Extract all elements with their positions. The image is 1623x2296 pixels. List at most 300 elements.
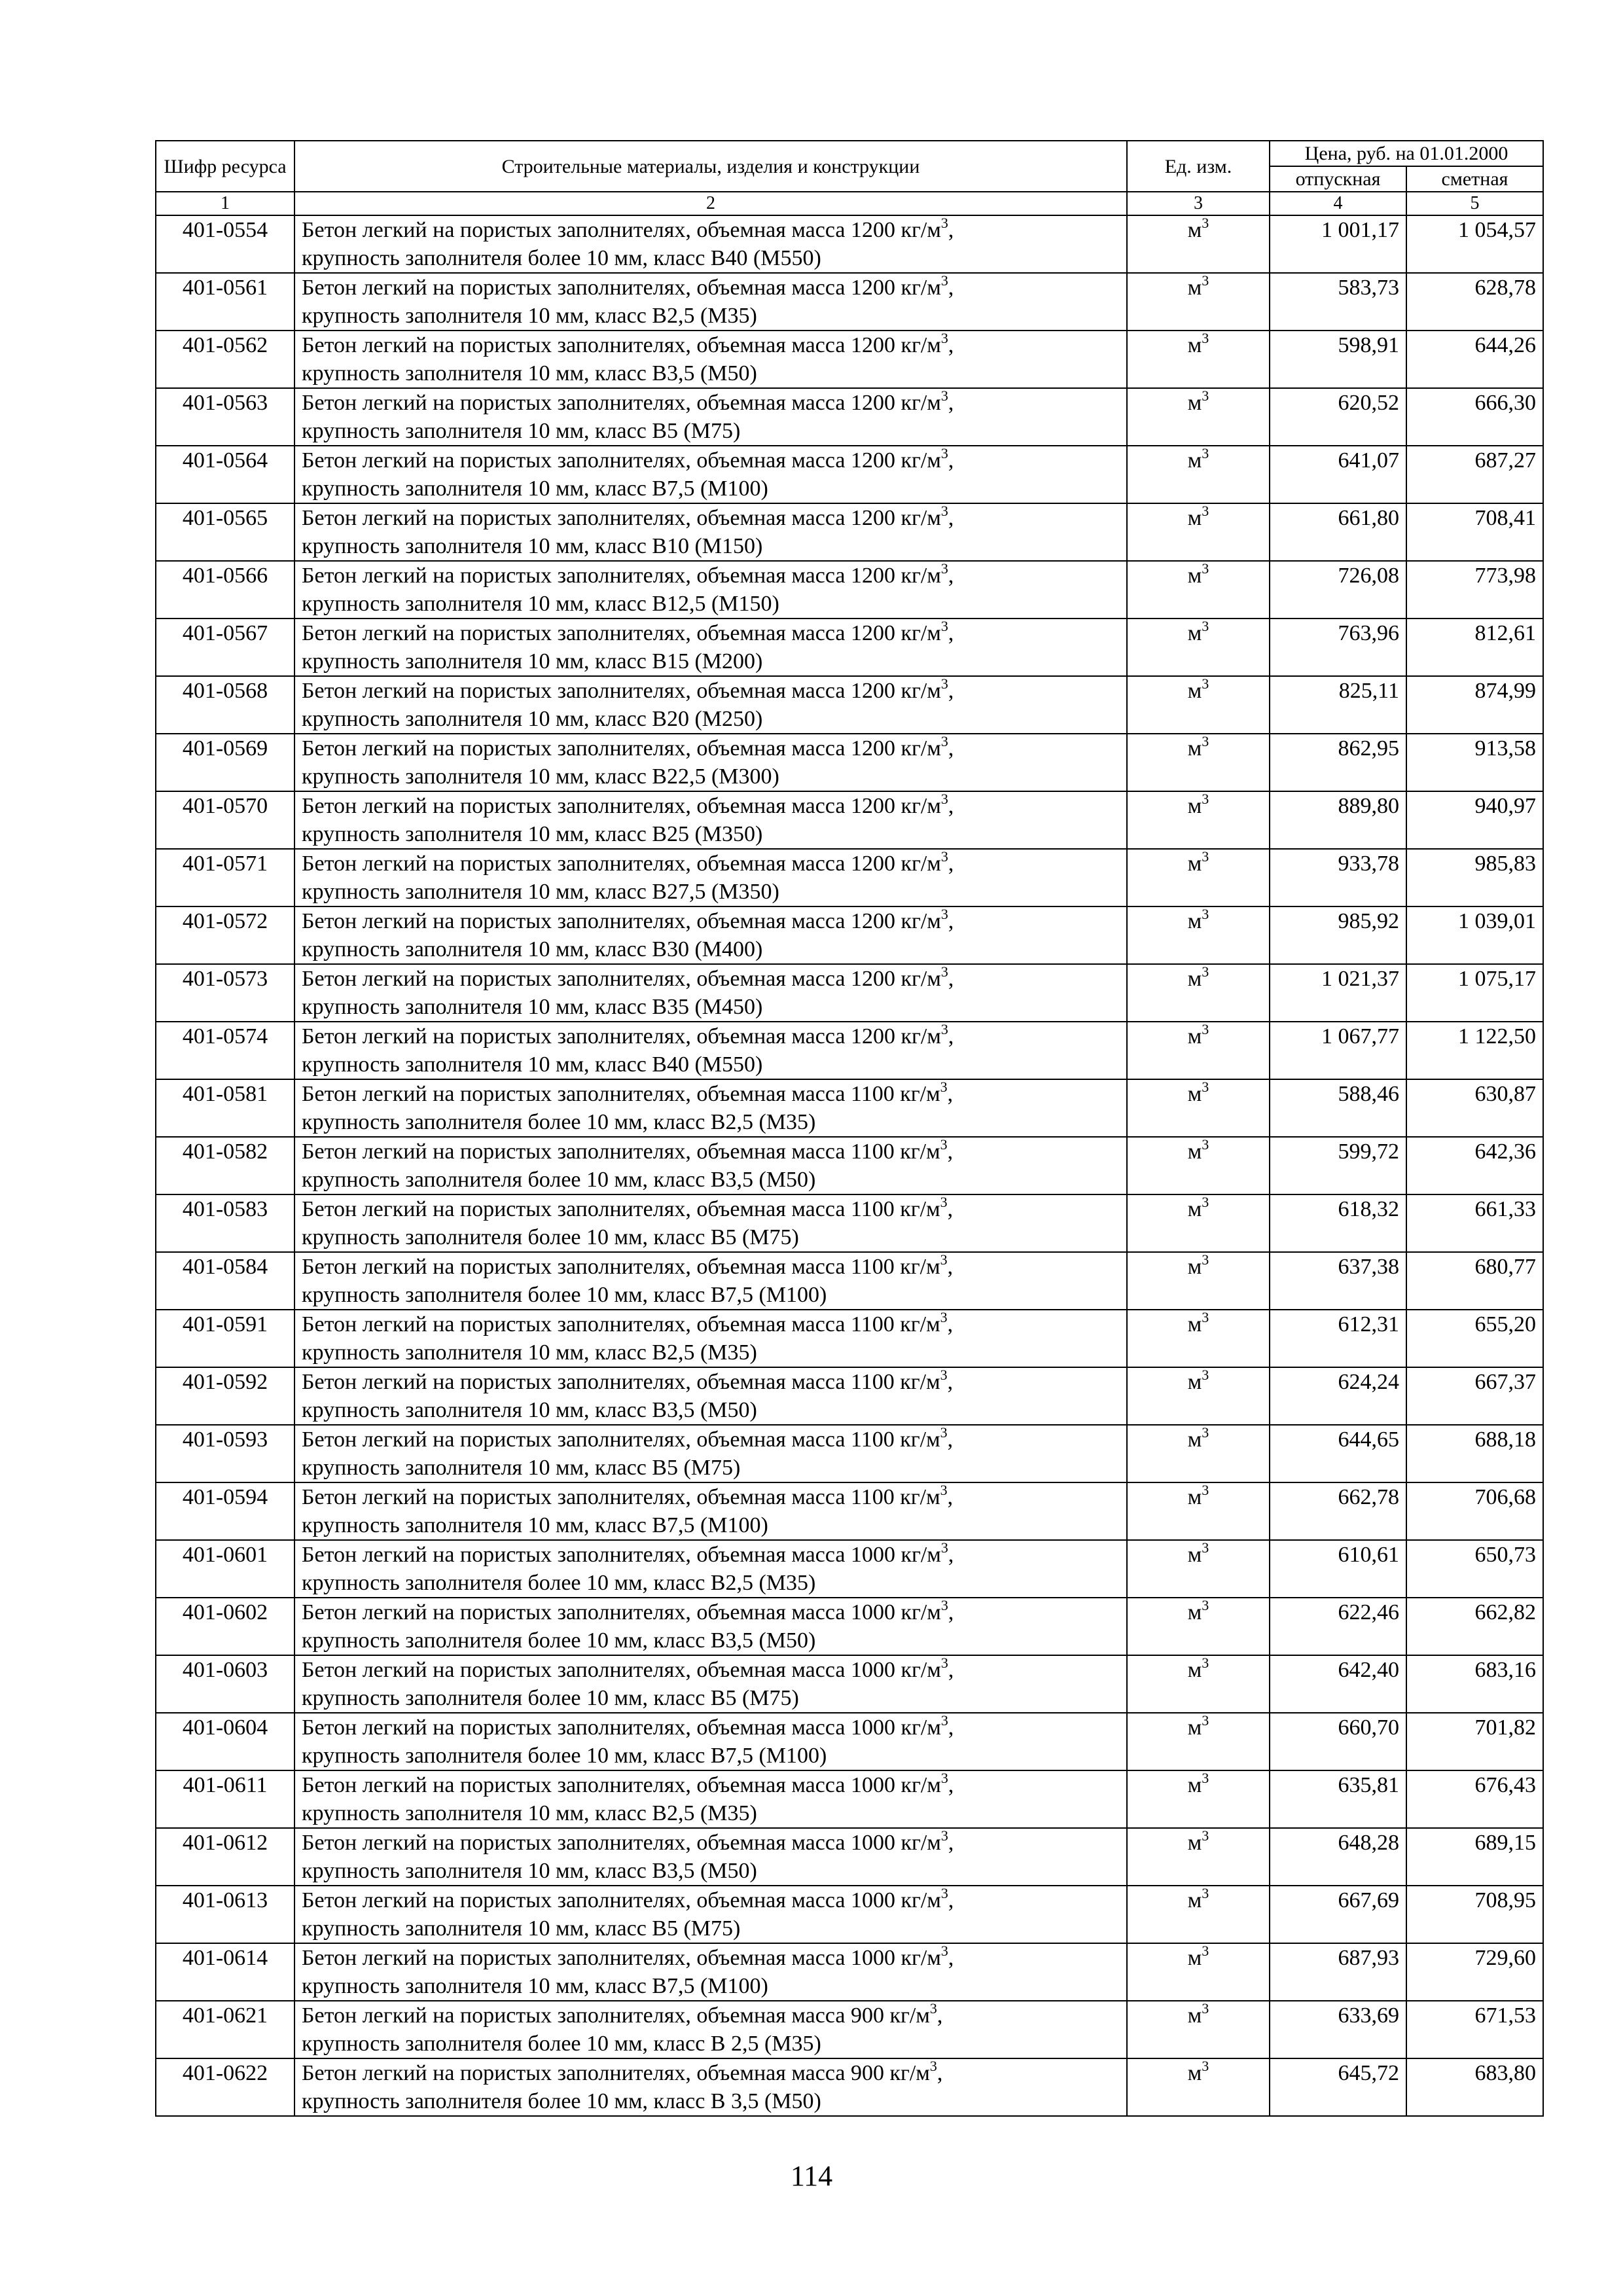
material-name-line1: Бетон легкий на пористых заполнителях, объемная масса 1200 кг/м: [302, 1024, 941, 1049]
table-row: [156, 1310, 1543, 1367]
superscript: 3: [940, 1251, 948, 1268]
superscript: 3: [1202, 445, 1209, 461]
table-row: [156, 1425, 1543, 1482]
estimate-price: 689,15: [1406, 1828, 1543, 1886]
unit-of-measure: [1127, 619, 1270, 676]
material-name-line1: Бетон легкий на пористых заполнителях, объемная масса 1100 кг/м: [302, 1485, 940, 1509]
release-price: 985,92: [1270, 906, 1406, 964]
table-row: [156, 1598, 1543, 1655]
unit-text: м: [1187, 333, 1202, 357]
superscript: 3: [1202, 2000, 1209, 2017]
release-price: 610,61: [1270, 1540, 1406, 1598]
superscript: 3: [1202, 906, 1209, 922]
material-name: [294, 964, 1127, 1022]
table-row: [156, 1194, 1543, 1252]
line1-suffix: ,: [948, 1946, 954, 1970]
material-name: [294, 1540, 1127, 1598]
estimate-price: 671,53: [1406, 2001, 1543, 2058]
unit-of-measure: [1127, 1367, 1270, 1425]
estimate-price: 676,43: [1406, 1770, 1543, 1828]
unit-of-measure: [1127, 1194, 1270, 1252]
estimate-price: 1 122,50: [1406, 1022, 1543, 1079]
superscript: 3: [1202, 733, 1209, 749]
line1-suffix: ,: [947, 1370, 954, 1394]
unit-text: м: [1187, 1427, 1202, 1452]
table-body: [156, 215, 1543, 2116]
superscript: 3: [1202, 1597, 1209, 1613]
superscript: 3: [940, 1309, 948, 1325]
material-name-line1: Бетон легкий на пористых заполнителях, объемная масса 1000 кг/м: [302, 1715, 941, 1740]
unit-of-measure: [1127, 1425, 1270, 1482]
unit-text: м: [1187, 276, 1202, 300]
superscript: 3: [1202, 1251, 1209, 1268]
column-number: 2: [294, 192, 1127, 215]
resource-code: 401-0570: [156, 791, 294, 849]
release-price: 624,24: [1270, 1367, 1406, 1425]
table-row: [156, 446, 1543, 503]
release-price: 612,31: [1270, 1310, 1406, 1367]
price-sheet: [155, 140, 1543, 2117]
estimate-price: 644,26: [1406, 331, 1543, 388]
estimate-price: 661,33: [1406, 1194, 1543, 1252]
unit-text: м: [1187, 1658, 1202, 1682]
estimate-price: 708,41: [1406, 503, 1543, 561]
resource-code: 401-0564: [156, 446, 294, 503]
line1-suffix: ,: [948, 1888, 954, 1912]
material-name-line1: Бетон легкий на пористых заполнителях, объемная масса 1200 кг/м: [302, 736, 941, 761]
line1-suffix: ,: [947, 1312, 954, 1336]
material-name-line1: Бетон легкий на пористых заполнителях, объемная масса 1200 кг/м: [302, 909, 941, 933]
line1-suffix: ,: [948, 218, 954, 242]
unit-of-measure: [1127, 1252, 1270, 1310]
table-row: [156, 964, 1543, 1022]
material-name-line2: крупность заполнителя 10 мм, класс В3,5 (М50): [302, 361, 757, 386]
estimate-price: 1 075,17: [1406, 964, 1543, 1022]
resource-code: 401-0568: [156, 676, 294, 734]
table-row: [156, 791, 1543, 849]
material-name-line2: крупность заполнителя 10 мм, класс В7,5 (М100): [302, 1513, 768, 1537]
resource-code: 401-0572: [156, 906, 294, 964]
superscript: 3: [1202, 560, 1209, 577]
material-name: [294, 446, 1127, 503]
release-price: 620,52: [1270, 388, 1406, 446]
column-number: 3: [1127, 192, 1270, 215]
material-name-line2: крупность заполнителя 10 мм, класс В7,5 (М100): [302, 1974, 768, 1998]
table-row: [156, 1828, 1543, 1886]
estimate-price: 729,60: [1406, 1943, 1543, 2001]
table-row: [156, 734, 1543, 791]
line1-suffix: ,: [936, 2003, 943, 2028]
release-price: 825,11: [1270, 676, 1406, 734]
material-name-line2: крупность заполнителя более 10 мм, класс В40 (М550): [302, 246, 821, 270]
header-estimate-price: сметная: [1406, 166, 1543, 192]
resource-code: 401-0571: [156, 849, 294, 906]
line1-suffix: ,: [948, 1024, 954, 1049]
resource-code: 401-0563: [156, 388, 294, 446]
superscript: 3: [940, 1655, 948, 1671]
material-name-line1: Бетон легкий на пористых заполнителях, объемная масса 1100 кг/м: [302, 1255, 940, 1279]
estimate-price: 688,18: [1406, 1425, 1543, 1482]
table-row: [156, 1886, 1543, 1943]
superscript: 3: [940, 503, 948, 519]
estimate-price: 642,36: [1406, 1137, 1543, 1194]
unit-text: м: [1187, 1600, 1202, 1624]
material-name-line2: крупность заполнителя 10 мм, класс В20 (М250): [302, 707, 763, 731]
superscript: 3: [940, 963, 948, 980]
resource-code: 401-0573: [156, 964, 294, 1022]
material-name-line2: крупность заполнителя 10 мм, класс В3,5 (М50): [302, 1398, 757, 1422]
line1-suffix: ,: [948, 1600, 954, 1624]
estimate-price: 985,83: [1406, 849, 1543, 906]
superscript: 3: [940, 1943, 948, 1959]
material-name-line1: Бетон легкий на пористых заполнителях, объемная масса 1000 кг/м: [302, 1831, 941, 1855]
release-price: 660,70: [1270, 1713, 1406, 1770]
material-name-line1: Бетон легкий на пористых заполнителях, объемная масса 1200 кг/м: [302, 391, 941, 415]
material-name: [294, 1886, 1127, 1943]
release-price: 889,80: [1270, 791, 1406, 849]
material-name-line2: крупность заполнителя 10 мм, класс В12,5 (М150): [302, 592, 779, 616]
material-name-line2: крупность заполнителя 10 мм, класс В5 (М75): [302, 1916, 741, 1941]
resource-code: 401-0592: [156, 1367, 294, 1425]
release-price: 622,46: [1270, 1598, 1406, 1655]
resource-code: 401-0554: [156, 215, 294, 273]
estimate-price: 940,97: [1406, 791, 1543, 849]
release-price: 1 067,77: [1270, 1022, 1406, 1079]
superscript: 3: [940, 906, 948, 922]
resource-code: 401-0621: [156, 2001, 294, 2058]
resource-code: 401-0594: [156, 1482, 294, 1540]
superscript: 3: [940, 1021, 948, 1037]
unit-text: м: [1187, 391, 1202, 415]
table-row: [156, 619, 1543, 676]
superscript: 3: [940, 675, 948, 692]
material-name: [294, 1482, 1127, 1540]
line1-suffix: ,: [936, 2061, 943, 2085]
material-name-line1: Бетон легкий на пористых заполнителях, объемная масса 1200 кг/м: [302, 448, 941, 473]
unit-of-measure: [1127, 1943, 1270, 2001]
superscript: 3: [1202, 1367, 1209, 1383]
superscript: 3: [940, 1539, 948, 1556]
material-name: [294, 1137, 1127, 1194]
superscript: 3: [1202, 1021, 1209, 1037]
page-number: 114: [790, 2160, 833, 2192]
superscript: 3: [940, 733, 948, 749]
material-name-line2: крупность заполнителя более 10 мм, класс В5 (М75): [302, 1686, 799, 1710]
resource-code: 401-0613: [156, 1886, 294, 1943]
material-name-line1: Бетон легкий на пористых заполнителях, объемная масса 1200 кг/м: [302, 506, 941, 530]
resource-code: 401-0569: [156, 734, 294, 791]
estimate-price: 680,77: [1406, 1252, 1543, 1310]
line1-suffix: ,: [948, 736, 954, 761]
material-name: [294, 1655, 1127, 1713]
table-row: [156, 1770, 1543, 1828]
release-price: 644,65: [1270, 1425, 1406, 1482]
resource-code: 401-0612: [156, 1828, 294, 1886]
superscript: 3: [1202, 503, 1209, 519]
material-name-line2: крупность заполнителя 10 мм, класс В2,5 (М35): [302, 1340, 757, 1365]
table-header-row: [156, 141, 1543, 166]
material-name: [294, 791, 1127, 849]
estimate-price: 662,82: [1406, 1598, 1543, 1655]
unit-of-measure: [1127, 2001, 1270, 2058]
superscript: 3: [1202, 1482, 1209, 1498]
superscript: 3: [1202, 791, 1209, 807]
material-name: [294, 1310, 1127, 1367]
resource-code: 401-0583: [156, 1194, 294, 1252]
unit-text: м: [1187, 1773, 1202, 1797]
superscript: 3: [1202, 1827, 1209, 1844]
header-price: Цена, руб. на 01.01.2000: [1270, 141, 1543, 166]
superscript: 3: [929, 2000, 937, 2017]
superscript: 3: [1202, 1194, 1209, 1210]
release-price: 687,93: [1270, 1943, 1406, 2001]
resource-code: 401-0591: [156, 1310, 294, 1367]
superscript: 3: [940, 1885, 948, 1901]
line1-suffix: ,: [948, 1658, 954, 1682]
material-name-line1: Бетон легкий на пористых заполнителях, объемная масса 1000 кг/м: [302, 1946, 941, 1970]
table-row: [156, 1137, 1543, 1194]
release-price: 641,07: [1270, 446, 1406, 503]
unit-text: м: [1187, 967, 1202, 991]
unit-of-measure: [1127, 1310, 1270, 1367]
material-name: [294, 619, 1127, 676]
material-name-line1: Бетон легкий на пористых заполнителях, объемная масса 1100 кг/м: [302, 1427, 940, 1452]
table-row: [156, 1252, 1543, 1310]
material-name-line2: крупность заполнителя 10 мм, класс В30 (М400): [302, 937, 763, 961]
unit-text: м: [1187, 1197, 1202, 1221]
line1-suffix: ,: [947, 1139, 954, 1164]
line1-suffix: ,: [947, 1197, 954, 1221]
material-name-line2: крупность заполнителя более 10 мм, класс В3,5 (М50): [302, 1168, 816, 1192]
unit-text: м: [1187, 1139, 1202, 1164]
estimate-price: 1 039,01: [1406, 906, 1543, 964]
material-name-line1: Бетон легкий на пористых заполнителях, объемная масса 1000 кг/м: [302, 1658, 941, 1682]
resource-code: 401-0622: [156, 2058, 294, 2116]
release-price: 661,80: [1270, 503, 1406, 561]
material-name: [294, 1367, 1127, 1425]
table-row: [156, 1022, 1543, 1079]
resource-code: 401-0582: [156, 1137, 294, 1194]
material-name: [294, 849, 1127, 906]
release-price: 763,96: [1270, 619, 1406, 676]
superscript: 3: [1202, 1424, 1209, 1441]
unit-of-measure: [1127, 1886, 1270, 1943]
unit-text: м: [1187, 1543, 1202, 1567]
material-name-line1: Бетон легкий на пористых заполнителях, объемная масса 1200 кг/м: [302, 564, 941, 588]
table-row: [156, 1655, 1543, 1713]
superscript: 3: [929, 2058, 937, 2074]
line1-suffix: ,: [948, 448, 954, 473]
line1-suffix: ,: [947, 1485, 954, 1509]
unit-of-measure: [1127, 1770, 1270, 1828]
superscript: 3: [1202, 675, 1209, 692]
resource-code: 401-0584: [156, 1252, 294, 1310]
material-name-line2: крупность заполнителя более 10 мм, класс В2,5 (М35): [302, 1571, 816, 1595]
superscript: 3: [940, 387, 948, 404]
unit-text: м: [1187, 1715, 1202, 1740]
unit-of-measure: [1127, 561, 1270, 619]
material-name-line2: крупность заполнителя 10 мм, класс В2,5 (М35): [302, 1801, 757, 1825]
superscript: 3: [1202, 215, 1209, 231]
estimate-price: 655,20: [1406, 1310, 1543, 1367]
material-name-line1: Бетон легкий на пористых заполнителях, объемная масса 1000 кг/м: [302, 1600, 941, 1624]
unit-text: м: [1187, 218, 1202, 242]
unit-of-measure: [1127, 1598, 1270, 1655]
material-name: [294, 561, 1127, 619]
superscript: 3: [940, 791, 948, 807]
table-row: [156, 1943, 1543, 2001]
material-name-line2: крупность заполнителя 10 мм, класс В10 (М150): [302, 534, 763, 558]
material-name-line2: крупность заполнителя 10 мм, класс В7,5 (М100): [302, 476, 768, 501]
unit-of-measure: [1127, 734, 1270, 791]
superscript: 3: [1202, 1770, 1209, 1786]
resource-code: 401-0581: [156, 1079, 294, 1137]
resource-code: 401-0603: [156, 1655, 294, 1713]
superscript: 3: [940, 330, 948, 346]
superscript: 3: [1202, 1539, 1209, 1556]
material-name: [294, 215, 1127, 273]
unit-of-measure: [1127, 1137, 1270, 1194]
superscript: 3: [1202, 1655, 1209, 1671]
estimate-price: 701,82: [1406, 1713, 1543, 1770]
material-name-line2: крупность заполнителя 10 мм, класс В5 (М75): [302, 1456, 741, 1480]
table-row: [156, 215, 1543, 273]
estimate-price: 1 054,57: [1406, 215, 1543, 273]
estimate-price: 628,78: [1406, 273, 1543, 331]
material-name: [294, 388, 1127, 446]
unit-text: м: [1187, 1831, 1202, 1855]
material-name-line2: крупность заполнителя 10 мм, класс В3,5 (М50): [302, 1859, 757, 1883]
unit-of-measure: [1127, 964, 1270, 1022]
estimate-price: 650,73: [1406, 1540, 1543, 1598]
superscript: 3: [1202, 272, 1209, 289]
unit-text: м: [1187, 794, 1202, 818]
material-name: [294, 1943, 1127, 2001]
material-name-line2: крупность заполнителя 10 мм, класс В15 (М200): [302, 649, 763, 673]
estimate-price: 706,68: [1406, 1482, 1543, 1540]
resource-code: 401-0566: [156, 561, 294, 619]
estimate-price: 667,37: [1406, 1367, 1543, 1425]
unit-text: м: [1187, 1255, 1202, 1279]
material-name-line2: крупность заполнителя 10 мм, класс В22,5 (М300): [302, 764, 779, 789]
material-name-line1: Бетон легкий на пористых заполнителях, объемная масса 1100 кг/м: [302, 1082, 940, 1106]
line1-suffix: ,: [948, 276, 954, 300]
superscript: 3: [940, 1770, 948, 1786]
material-name-line2: крупность заполнителя более 10 мм, класс В2,5 (М35): [302, 1110, 816, 1134]
line1-suffix: ,: [948, 564, 954, 588]
superscript: 3: [1202, 1079, 1209, 1095]
release-price: 726,08: [1270, 561, 1406, 619]
material-name-line1: Бетон легкий на пористых заполнителях, объемная масса 1000 кг/м: [302, 1773, 941, 1797]
release-price: 662,78: [1270, 1482, 1406, 1540]
material-name: [294, 1770, 1127, 1828]
column-numbers-row: [156, 192, 1543, 215]
table-row: [156, 1540, 1543, 1598]
material-name-line2: крупность заполнителя 10 мм, класс В35 (М450): [302, 995, 763, 1019]
material-name-line2: крупность заполнителя более 10 мм, класс В 2,5 (М35): [302, 2032, 821, 2056]
unit-of-measure: [1127, 1655, 1270, 1713]
resource-code: 401-0593: [156, 1425, 294, 1482]
table-row: [156, 1482, 1543, 1540]
unit-text: м: [1187, 1082, 1202, 1106]
resource-code: 401-0567: [156, 619, 294, 676]
material-name: [294, 734, 1127, 791]
unit-of-measure: [1127, 331, 1270, 388]
line1-suffix: ,: [948, 506, 954, 530]
material-name: [294, 1079, 1127, 1137]
table-row: [156, 906, 1543, 964]
table-row: [156, 2058, 1543, 2116]
superscript: 3: [940, 1712, 948, 1729]
estimate-price: 683,16: [1406, 1655, 1543, 1713]
line1-suffix: ,: [947, 1082, 954, 1106]
superscript: 3: [940, 1367, 948, 1383]
superscript: 3: [940, 1424, 948, 1441]
line1-suffix: ,: [948, 909, 954, 933]
unit-of-measure: [1127, 1828, 1270, 1886]
material-name-line2: крупность заполнителя более 10 мм, класс В5 (М75): [302, 1225, 799, 1249]
unit-of-measure: [1127, 1022, 1270, 1079]
release-price: 633,69: [1270, 2001, 1406, 2058]
line1-suffix: ,: [948, 333, 954, 357]
material-name-line1: Бетон легкий на пористых заполнителях, объемная масса 1200 кг/м: [302, 967, 941, 991]
line1-suffix: ,: [948, 621, 954, 645]
unit-of-measure: [1127, 273, 1270, 331]
header-unit: Ед. изм.: [1127, 141, 1270, 192]
material-name-line1: Бетон легкий на пористых заполнителях, объемная масса 1200 кг/м: [302, 333, 941, 357]
release-price: 618,32: [1270, 1194, 1406, 1252]
material-name-line1: Бетон легкий на пористых заполнителях, объемная масса 1100 кг/м: [302, 1312, 940, 1336]
resource-code: 401-0565: [156, 503, 294, 561]
release-price: 933,78: [1270, 849, 1406, 906]
superscript: 3: [1202, 963, 1209, 980]
line1-suffix: ,: [947, 1255, 954, 1279]
superscript: 3: [1202, 2058, 1209, 2074]
material-name: [294, 2058, 1127, 2116]
line1-suffix: ,: [948, 1543, 954, 1567]
table-row: [156, 1713, 1543, 1770]
line1-suffix: ,: [948, 852, 954, 876]
superscript: 3: [940, 445, 948, 461]
material-name-line1: Бетон легкий на пористых заполнителях, объемная масса 1100 кг/м: [302, 1370, 940, 1394]
release-price: 599,72: [1270, 1137, 1406, 1194]
material-name-line1: Бетон легкий на пористых заполнителях, объемная масса 1100 кг/м: [302, 1139, 940, 1164]
line1-suffix: ,: [948, 391, 954, 415]
material-name-line2: крупность заполнителя 10 мм, класс В25 (М350): [302, 822, 763, 846]
superscript: 3: [1202, 618, 1209, 634]
estimate-price: 666,30: [1406, 388, 1543, 446]
unit-text: м: [1187, 1370, 1202, 1394]
superscript: 3: [940, 272, 948, 289]
superscript: 3: [940, 1482, 948, 1498]
unit-text: м: [1187, 506, 1202, 530]
material-name-line1: Бетон легкий на пористых заполнителях, объемная масса 1200 кг/м: [302, 218, 941, 242]
line1-suffix: ,: [948, 1831, 954, 1855]
unit-of-measure: [1127, 503, 1270, 561]
unit-of-measure: [1127, 2058, 1270, 2116]
unit-text: м: [1187, 448, 1202, 473]
release-price: 1 021,37: [1270, 964, 1406, 1022]
column-number: 5: [1406, 192, 1543, 215]
estimate-price: 708,95: [1406, 1886, 1543, 1943]
unit-of-measure: [1127, 676, 1270, 734]
release-price: 642,40: [1270, 1655, 1406, 1713]
superscript: 3: [940, 1597, 948, 1613]
estimate-price: 874,99: [1406, 676, 1543, 734]
superscript: 3: [1202, 1136, 1209, 1153]
superscript: 3: [1202, 1943, 1209, 1959]
superscript: 3: [1202, 848, 1209, 865]
